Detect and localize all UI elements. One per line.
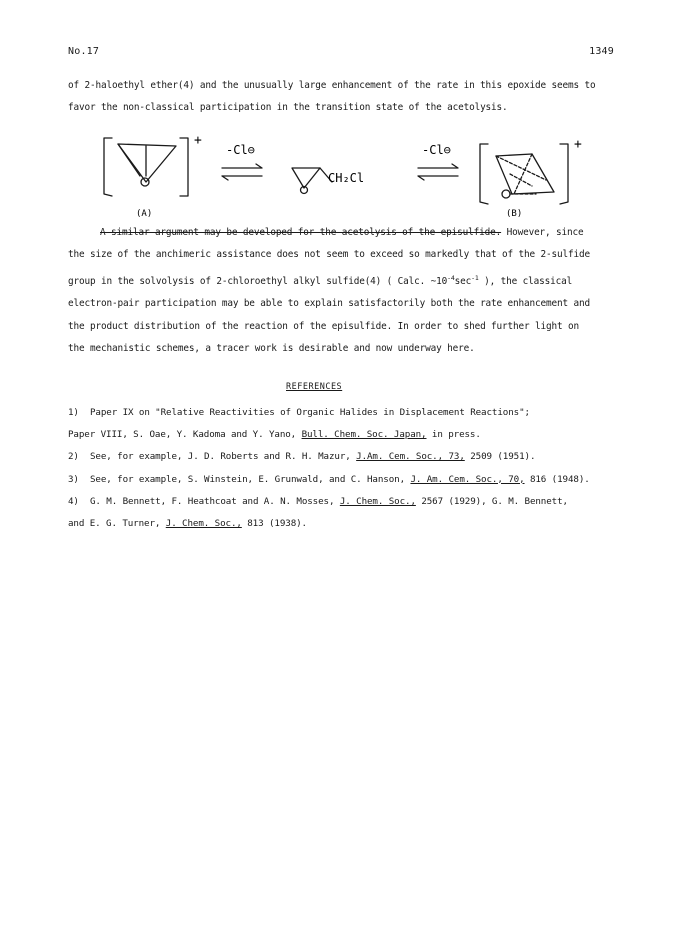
struck-text: A similar argument may be developed for the acetolysis of the episulfide.	[100, 227, 502, 238]
reference-item	[68, 402, 628, 424]
reference-item	[68, 491, 628, 513]
bracket-right-a	[180, 138, 188, 196]
label-a: (A)	[136, 209, 153, 219]
reference-text: and E. G. Turner,	[68, 518, 166, 530]
bracket-right-b	[560, 144, 568, 204]
charge-plus-b: +	[574, 137, 582, 152]
intro-paragraph	[68, 75, 616, 120]
body-paragraph	[68, 222, 616, 361]
reference-number: 2)	[68, 451, 79, 463]
text-line: electron-pair participation may be able to explain satisfactorily both the rate enhancement and	[68, 298, 590, 310]
reference-text: 2567 (1929), G. M. Bennett,	[415, 495, 568, 507]
reference-text: 816 (1948).	[524, 473, 590, 485]
oxygen-atom-b	[502, 190, 510, 198]
reference-item	[68, 446, 628, 468]
reference-number: 3)	[68, 473, 79, 485]
bracket-left-a	[104, 138, 112, 196]
text-segment: ), the classical	[478, 275, 573, 287]
forward-arrow-left	[222, 164, 262, 168]
text-line: the size of the anchimeric assistance does not seem to exceed so markedly that of the 2-sulfide	[68, 249, 590, 261]
text-line: the product distribution of the reaction of the episulfide. In order to shed further light on	[68, 320, 579, 332]
epoxide-ring	[292, 168, 320, 188]
text-line: of 2-haloethyl ether(4) and the unusually large enhancement of the rate in this epoxide seems to	[68, 80, 596, 91]
references-heading: REFERENCES	[286, 382, 343, 392]
text-line	[68, 222, 616, 244]
journal-name: J. Chem. Soc.,	[339, 495, 416, 507]
reaction-scheme	[96, 124, 616, 224]
reference-text: 813 (1938).	[241, 518, 307, 530]
bracket-left-b	[480, 144, 488, 204]
reagent-label-left: -Cl⊖	[226, 143, 255, 157]
reference-text: See, for example, J. D. Roberts and R. H. Mazur,	[90, 451, 357, 463]
text-line: favor the non-classical participation in the transition state of the acetolysis.	[68, 102, 508, 114]
text-segment: group in the solvolysis of 2-chloroethyl alkyl sulfide(4) ( Calc. ~10	[68, 275, 448, 287]
reaction-scheme-drawing	[96, 124, 616, 224]
journal-name: J. Am. Cem. Soc., 70,	[410, 473, 525, 485]
back-arrow-left	[222, 176, 262, 180]
journal-name: J. Chem. Soc.,	[165, 518, 242, 530]
reference-item-continued	[68, 424, 628, 446]
back-arrow-right	[418, 176, 458, 180]
reference-text: Paper IX on "Relative Reactivities of Organic Halides in Displacement Reactions";	[90, 407, 530, 418]
reagent-label-right: -Cl⊖	[422, 143, 451, 157]
text-line	[68, 267, 616, 294]
reference-text: See, for example, S. Winstein, E. Grunwald, and C. Hanson,	[90, 473, 411, 485]
exponent: -1	[471, 273, 479, 282]
references-list	[68, 402, 628, 535]
exponent: -4	[447, 273, 455, 282]
reference-text: in press.	[426, 429, 481, 441]
page-number: 1349	[589, 46, 614, 57]
text-line: the mechanistic schemes, a tracer work is desirable and now underway here.	[68, 343, 475, 355]
journal-issue: No.17	[68, 46, 100, 57]
text-segment: sec	[454, 275, 472, 287]
text-segment: However, since	[506, 227, 584, 238]
journal-name: Bull. Chem. Soc. Japan,	[301, 429, 427, 441]
forward-arrow-right	[418, 164, 458, 168]
reference-text: 2509 (1951).	[464, 451, 536, 463]
reference-item	[68, 469, 628, 491]
reference-item-continued	[68, 513, 628, 535]
label-b: (B)	[506, 209, 523, 219]
structure-a-triangle	[118, 144, 176, 182]
reference-number: 4)	[68, 495, 79, 507]
reference-number: 1)	[68, 407, 79, 418]
journal-name: J.Am. Cem. Soc., 73,	[356, 451, 465, 463]
oxygen-atom-a	[141, 178, 149, 186]
ch2cl-group: CH₂Cl	[328, 171, 365, 185]
charge-plus-a: +	[194, 133, 202, 148]
reference-text: G. M. Bennett, F. Heathcoat and A. N. Mosses,	[90, 495, 340, 507]
reference-text: Paper VIII, S. Oae, Y. Kadoma and Y. Yano,	[68, 429, 302, 441]
